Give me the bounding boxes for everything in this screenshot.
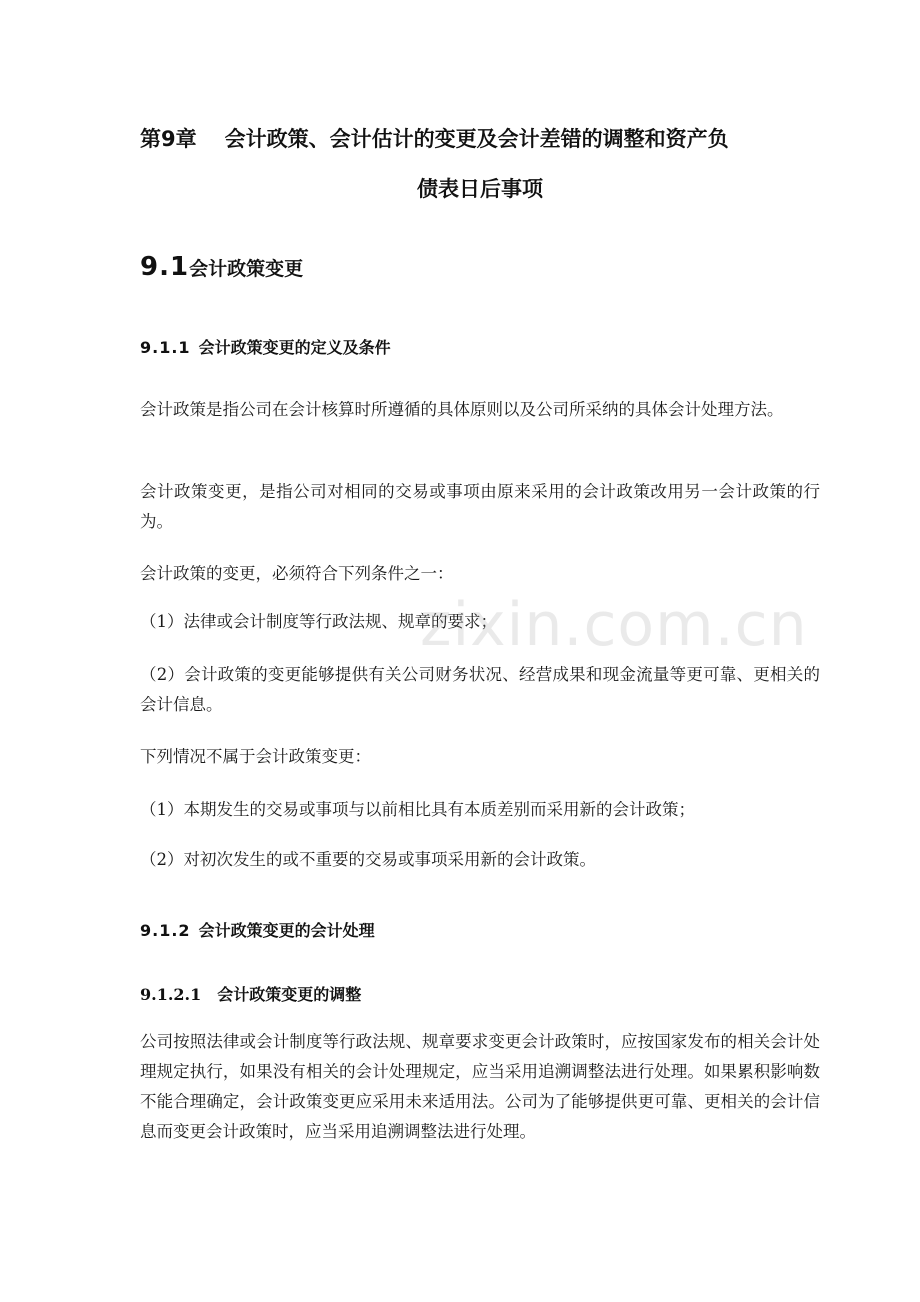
subsubsection-heading (140, 982, 361, 1005)
section-number: 9.1 (140, 252, 190, 282)
chapter-title (140, 114, 820, 214)
chapter-title-line2: 债表日后事项 (417, 177, 543, 201)
subsection-number: 9.1.1 (140, 338, 191, 357)
list-item: （1）本期发生的交易或事项与以前相比具有本质差别而采用新的会计政策； (140, 800, 695, 819)
subsection-heading-1 (140, 335, 391, 358)
subsection-title: 会计政策变更的定义及条件 (198, 338, 391, 357)
list-item: （2）对初次发生的或不重要的交易或事项采用新的会计政策。 (140, 850, 596, 869)
paragraph: 会计政策变更，是指公司对相同的交易或事项由原来采用的会计政策改用另一会计政策的行为。 (140, 482, 820, 531)
list-item: （2）会计政策的变更能够提供有关公司财务状况、经营成果和现金流量等更可靠、更相关的会计信息。 (140, 665, 820, 714)
paragraph: 会计政策是指公司在会计核算时所遵循的具体原则以及公司所采纳的具体会计处理方法。 (140, 400, 784, 419)
watermark: zixin.com.cn (420, 590, 808, 660)
chapter-number: 第9章 (140, 127, 197, 151)
chapter-title-line1 (140, 114, 820, 164)
subsection-title: 会计政策变更的会计处理 (198, 921, 375, 940)
subsubsection-title: 会计政策变更的调整 (217, 985, 362, 1004)
subsubsection-number: 9.1.2.1 (140, 985, 202, 1004)
paragraph: 下列情况不属于会计政策变更： (140, 747, 371, 766)
paragraph: 会计政策的变更，必须符合下列条件之一： (140, 564, 454, 583)
list-item: （1）法律或会计制度等行政法规、规章的要求； (140, 612, 497, 631)
subsection-heading-2 (140, 918, 375, 941)
section-title: 会计政策变更 (189, 258, 304, 280)
paragraph: 公司按照法律或会计制度等行政法规、规章要求变更会计政策时，应按国家发布的相关会计处理规定执行，如果没有相关的会计处理规定，应当采用追溯调整法进行处理。如果累积影响数不能合理确定，会计政策变更应采用未来适用法。公司为了能够提供更可靠、更相关的会计信息而变更会计政策时，应当采用追溯调整法进行处理。 (140, 1032, 820, 1141)
chapter-title-text: 会计政策、会计估计的变更及会计差错的调整和资产负 (224, 127, 729, 151)
section-heading (140, 252, 303, 282)
subsection-number: 9.1.2 (140, 921, 191, 940)
